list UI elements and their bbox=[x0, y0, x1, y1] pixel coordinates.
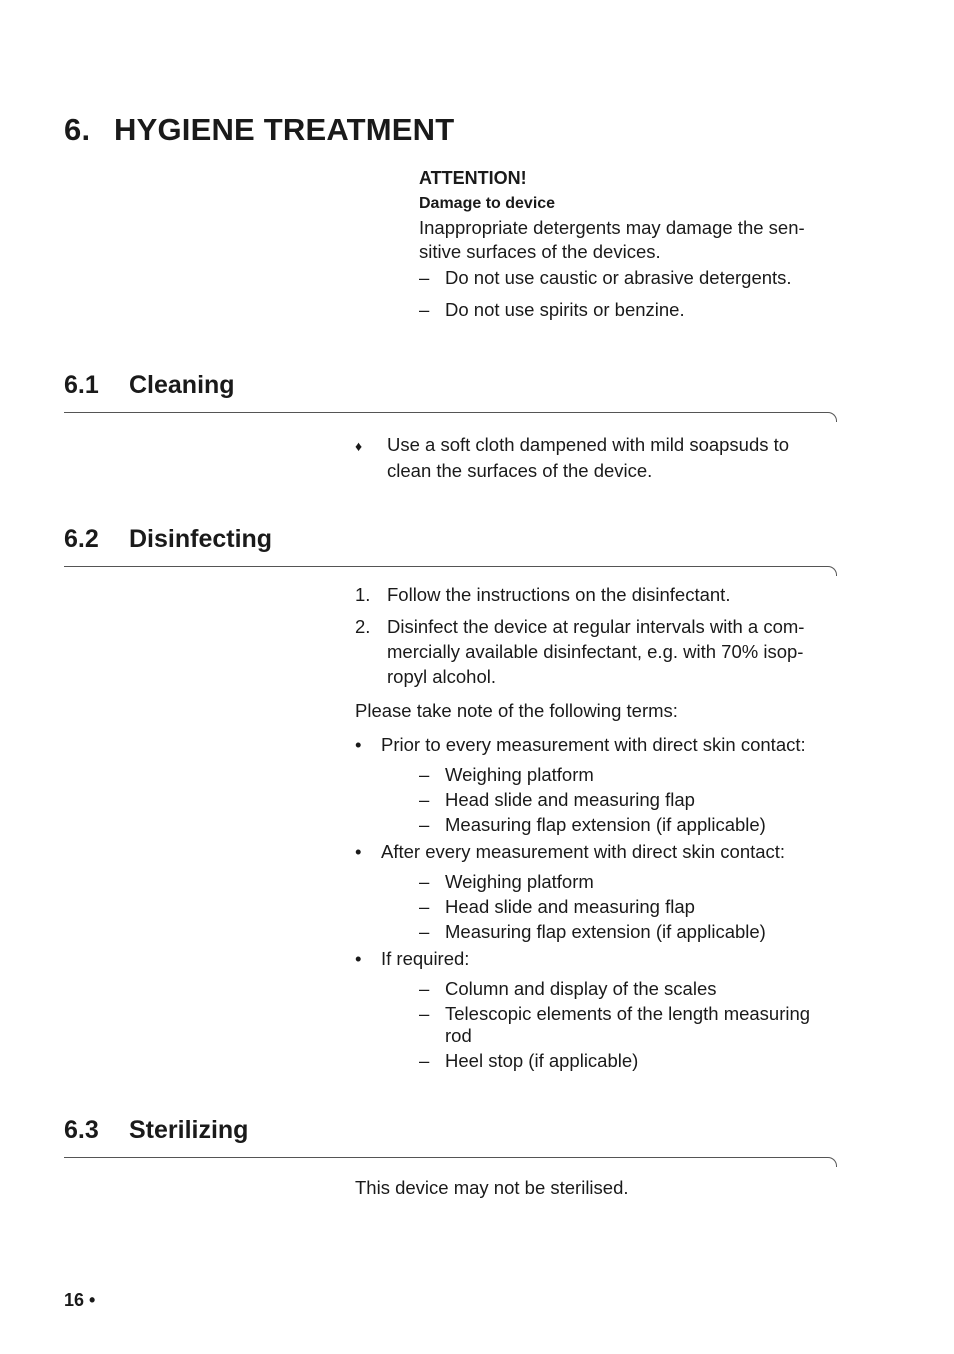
terms-list-item bbox=[419, 895, 695, 919]
section-title: Sterilizing bbox=[129, 1116, 249, 1144]
group-label-text: Prior to every measurement with direct skin contact: bbox=[381, 734, 806, 755]
terms-item-text: Weighing platform bbox=[445, 764, 594, 785]
terms-item-text: Head slide and measuring flap bbox=[445, 789, 695, 810]
terms-item-text: Head slide and measuring flap bbox=[445, 896, 695, 917]
terms-item-text: Telescopic elements of the length measuring bbox=[445, 1003, 811, 1024]
group-label-text: After every measurement with direct skin contact: bbox=[381, 841, 786, 862]
bullet-marker: • bbox=[355, 734, 362, 755]
step-number: 1. bbox=[355, 584, 371, 605]
terms-list-item bbox=[419, 1049, 638, 1073]
section-rule bbox=[64, 1157, 828, 1158]
sterilizing-text: This device may not be sterilised. bbox=[355, 1177, 629, 1198]
dash-marker: – bbox=[419, 978, 430, 999]
step-text-continued: ropyl alcohol. bbox=[387, 666, 497, 687]
attention-item bbox=[419, 298, 685, 322]
chapter-number: 6. bbox=[64, 112, 91, 147]
terms-item-text-continued: rod bbox=[445, 1025, 472, 1046]
dash-marker: – bbox=[419, 789, 430, 810]
bullet-marker: • bbox=[355, 841, 362, 862]
section-title: Cleaning bbox=[129, 371, 235, 399]
group-label-text: If required: bbox=[381, 948, 470, 969]
terms-item-text: Heel stop (if applicable) bbox=[445, 1050, 639, 1071]
bullet-marker: • bbox=[355, 948, 362, 969]
cleaning-line1: Use a soft cloth dampened with mild soapsuds to bbox=[387, 434, 790, 455]
cleaning-instruction bbox=[355, 433, 789, 458]
dash-marker: – bbox=[419, 921, 430, 942]
section-rule-hook bbox=[827, 1157, 837, 1167]
cleaning-line2: clean the surfaces of the device. bbox=[387, 460, 653, 481]
disinfect-step bbox=[355, 583, 730, 607]
section-number: 6.1 bbox=[64, 371, 99, 399]
dash-marker: – bbox=[419, 764, 430, 785]
disinfect-step bbox=[355, 615, 804, 639]
terms-list-item bbox=[419, 1002, 810, 1026]
section-heading-disinfecting bbox=[64, 525, 272, 554]
step-number: 2. bbox=[355, 616, 371, 637]
terms-group-label bbox=[355, 733, 806, 757]
attention-title: ATTENTION! bbox=[419, 168, 527, 188]
dash-marker: – bbox=[419, 896, 430, 917]
attention-text-line1: Inappropriate detergents may damage the sen- bbox=[419, 217, 805, 238]
attention-subtitle: Damage to device bbox=[419, 195, 556, 212]
section-rule bbox=[64, 566, 828, 567]
dash-marker: – bbox=[419, 814, 430, 835]
section-rule bbox=[64, 412, 828, 413]
terms-item-text: Measuring flap extension (if applicable) bbox=[445, 921, 766, 942]
diamond-bullet-icon: ♦ bbox=[355, 438, 363, 454]
attention-text-line2: sitive surfaces of the devices. bbox=[419, 241, 661, 262]
terms-group-label bbox=[355, 840, 785, 864]
section-rule-hook bbox=[827, 566, 837, 576]
terms-list-item bbox=[419, 763, 594, 787]
chapter-heading bbox=[64, 112, 454, 148]
dash-marker: – bbox=[419, 299, 430, 320]
dash-marker: – bbox=[419, 267, 430, 288]
terms-list-item bbox=[419, 920, 766, 944]
attention-item-text: Do not use spirits or benzine. bbox=[445, 299, 685, 320]
step-text: Follow the instructions on the disinfectant. bbox=[387, 584, 731, 605]
step-text-continued: mercially available disinfectant, e.g. with 70% isop- bbox=[387, 641, 804, 662]
dash-marker: – bbox=[419, 1050, 430, 1071]
dash-marker: – bbox=[419, 871, 430, 892]
section-heading-sterilizing bbox=[64, 1116, 248, 1145]
terms-list-item bbox=[419, 870, 594, 894]
attention-item bbox=[419, 266, 792, 290]
terms-group-label bbox=[355, 947, 469, 971]
terms-item-text: Weighing platform bbox=[445, 871, 594, 892]
page-number: 16 • bbox=[64, 1290, 96, 1310]
attention-item-text: Do not use caustic or abrasive detergents. bbox=[445, 267, 792, 288]
disinfect-note: Please take note of the following terms: bbox=[355, 700, 678, 721]
terms-list-item bbox=[419, 788, 695, 812]
section-number: 6.3 bbox=[64, 1116, 99, 1144]
terms-item-text: Measuring flap extension (if applicable) bbox=[445, 814, 766, 835]
dash-marker: – bbox=[419, 1003, 430, 1024]
terms-list-item bbox=[419, 977, 716, 1001]
section-title: Disinfecting bbox=[129, 525, 273, 553]
chapter-title: HYGIENE TREATMENT bbox=[114, 112, 455, 147]
section-heading-cleaning bbox=[64, 371, 235, 400]
step-text: Disinfect the device at regular intervals with a com- bbox=[387, 616, 805, 637]
section-rule-hook bbox=[827, 412, 837, 422]
terms-item-text: Column and display of the scales bbox=[445, 978, 717, 999]
section-number: 6.2 bbox=[64, 525, 99, 553]
terms-list-item bbox=[419, 813, 766, 837]
